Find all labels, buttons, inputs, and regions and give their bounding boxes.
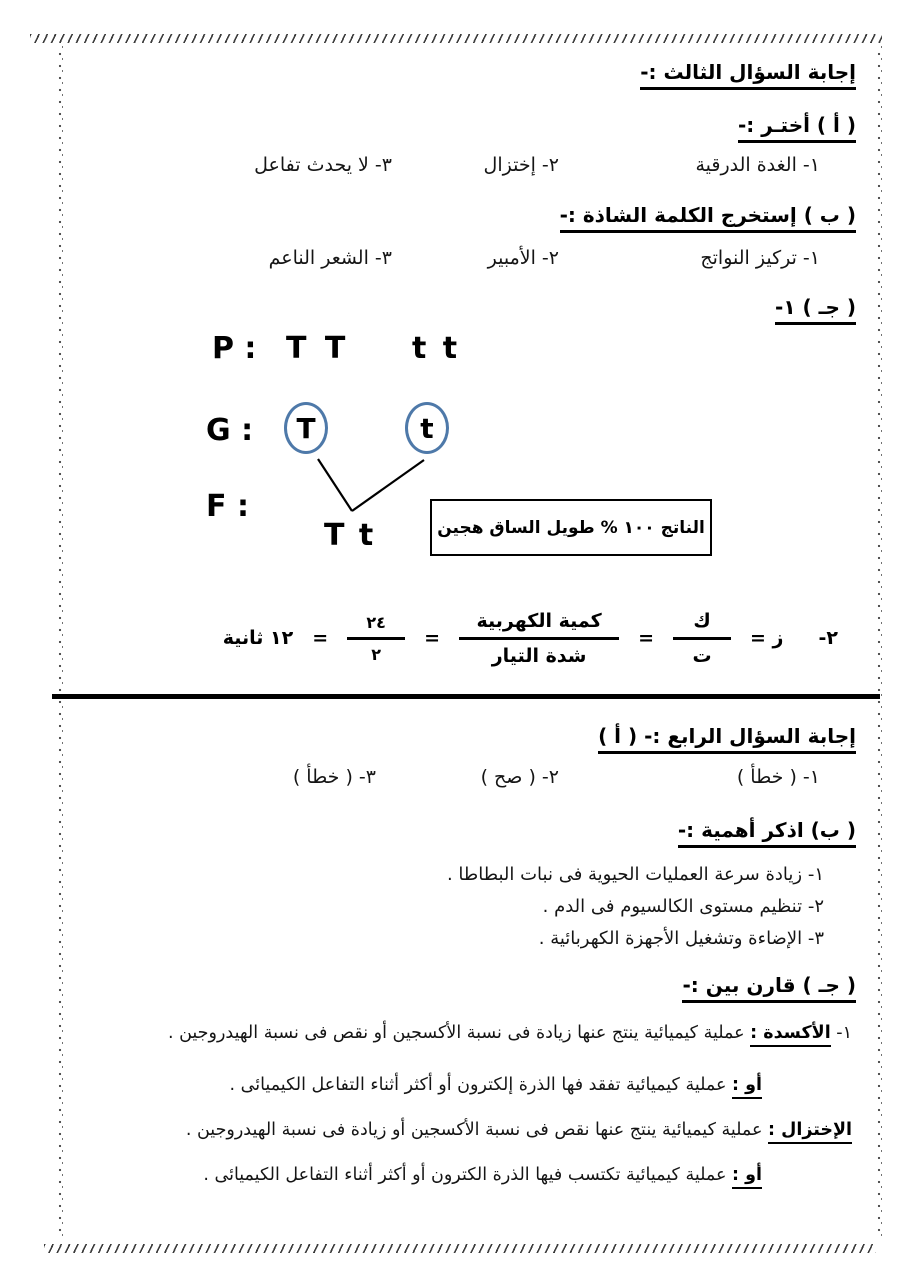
q4a-option-3: ٣- ( خطأ ): [292, 766, 376, 788]
equation-item-number: ٢-: [818, 627, 838, 649]
compare-line-or-1: [230, 1075, 763, 1095]
term-oxidation: الأكسدة :: [750, 1023, 831, 1047]
fraction-symbols: [673, 610, 731, 667]
gametes-row-label: G :: [206, 413, 254, 448]
equation-lhs: ز =: [750, 627, 784, 649]
q4a-option-1: ١- ( خطأ ): [736, 766, 820, 788]
importance-item-2: ٢- تنظيم مستوى الكالسيوم فى الدم .: [542, 896, 824, 917]
line-prefix: ١-: [830, 1023, 852, 1043]
parent-genotype-TT: T T: [286, 331, 350, 366]
equation-result: ١٢ ثانية: [222, 627, 294, 649]
q3b-option-3: ٣- الشعر الناعم: [268, 247, 392, 269]
q4-part-c-heading: ( جـ ) قارن بين :-: [682, 973, 856, 1003]
definition-text: عملية كيميائية تكتسب فيها الذرة الكترون أو أكثر أثناء التفاعل الكيميائى .: [203, 1165, 733, 1185]
q3-part-b-heading: ( ب ) إستخرج الكلمة الشاذة :-: [560, 203, 856, 233]
fraction-words-numerator: كمية الكهربية: [476, 609, 602, 632]
q3b-option-2: ٢- الأمبير: [487, 247, 559, 269]
gamete-T: T: [296, 411, 316, 445]
equals-sign: =: [424, 627, 441, 649]
importance-item-1: ١- زيادة سرعة العمليات الحيوية فى نبات البطاطا .: [446, 864, 824, 885]
parent-genotype-tt: t t: [412, 331, 461, 366]
importance-item-3: ٣- الإضاءة وتشغيل الأجهزة الكهربائية .: [538, 928, 824, 949]
gamete-t: t: [420, 411, 434, 445]
q4-part-b-heading: ( ب) اذكر أهمية :-: [678, 818, 856, 848]
q3-part-c-heading: ( جـ ) ١-: [775, 295, 856, 325]
fraction-words: [459, 610, 619, 667]
equals-sign: =: [638, 627, 655, 649]
q4-title: إجابة السؤال الرابع :- ( أ ): [598, 724, 856, 754]
border-top-dashes: [30, 34, 882, 43]
q3b-option-1: ١- تركيز النواتج: [700, 247, 820, 269]
fraction-values-denominator: ٢: [371, 644, 382, 664]
border-right-dots: [874, 46, 882, 1238]
section-divider-line: [52, 694, 880, 699]
q3a-option-3: ٣- لا يحدث تفاعل: [254, 154, 392, 176]
parents-row-label: P :: [212, 331, 257, 366]
definition-text: عملية كيميائية تفقد فها الذرة إلكترون أو أكثر أثناء التفاعل الكيميائى .: [229, 1075, 733, 1095]
q3a-option-1: ١- الغدة الدرقية: [695, 154, 820, 176]
border-left-dots: [55, 46, 63, 1238]
compare-line-oxidation: [168, 1023, 852, 1043]
compare-line-or-2: [203, 1165, 762, 1185]
fraction-values: [347, 613, 405, 664]
term-or: أو :: [732, 1165, 762, 1189]
compare-line-reduction: [186, 1120, 852, 1140]
offspring-genotype-Tt: T t: [324, 518, 376, 553]
q3-part-a-heading: ( أ ) أختـر :-: [738, 113, 856, 143]
q4a-option-2: ٢- ( صح ): [480, 766, 559, 788]
genetics-cross-diagram: [0, 325, 904, 575]
q3-title: إجابة السؤال الثالث :-: [640, 60, 856, 90]
time-equation: [223, 588, 838, 688]
fraction-words-denominator: شدة التيار: [491, 644, 587, 667]
border-bottom-dashes: [44, 1244, 876, 1253]
fraction-symbols-denominator: ت: [692, 644, 712, 667]
fraction-values-numerator: ٢٤: [366, 612, 386, 632]
offspring-row-label: F :: [206, 489, 249, 524]
term-or: أو :: [732, 1075, 762, 1099]
term-reduction: الإختزال :: [768, 1120, 852, 1144]
q3a-option-2: ٢- إختزال: [483, 154, 559, 176]
definition-text: عملية كيميائية ينتج عنها زيادة فى نسبة الأكسجين أو نقص فى نسبة الهيدروجين .: [167, 1023, 751, 1043]
equals-sign: =: [312, 627, 329, 649]
fraction-symbols-numerator: ك: [693, 609, 711, 632]
cross-result-box: الناتج ١٠٠ % طويل الساق هجين: [430, 499, 712, 556]
definition-text: عملية كيميائية ينتج عنها نقص فى نسبة الأكسجين أو زيادة فى نسبة الهيدروجين .: [185, 1120, 769, 1140]
